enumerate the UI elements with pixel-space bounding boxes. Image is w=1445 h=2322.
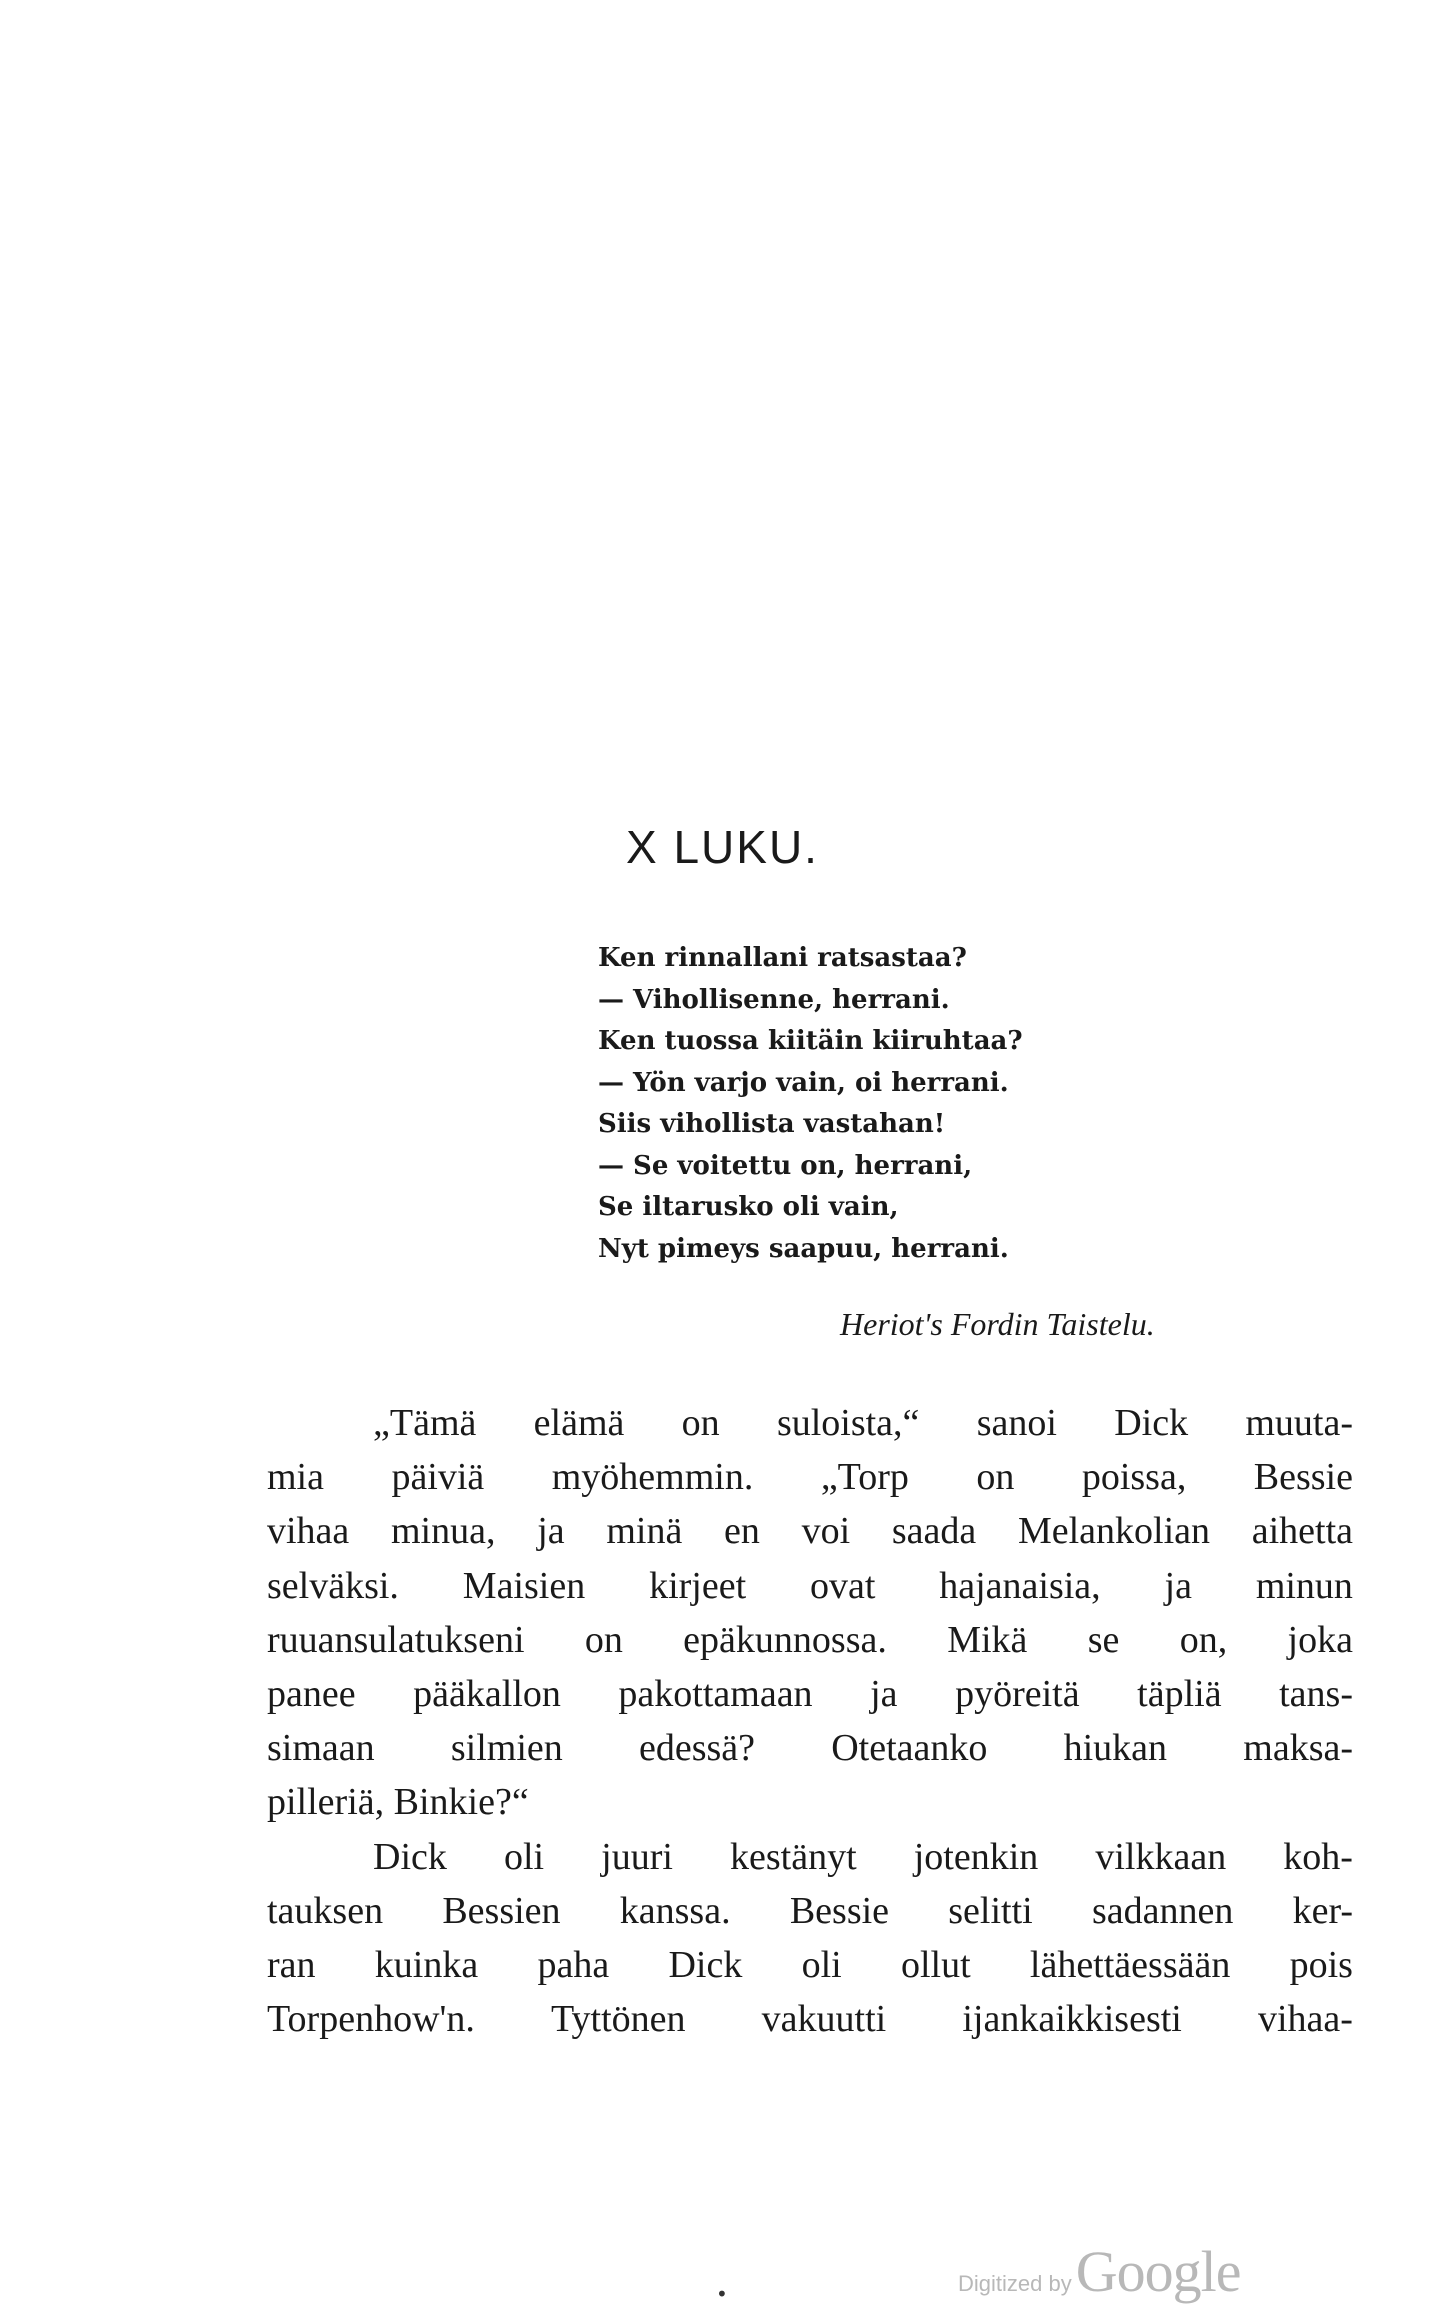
body-word: ran: [267, 1943, 316, 1986]
body-word: Bessie: [1253, 1456, 1353, 1499]
body-word: ja: [1164, 1564, 1192, 1607]
chapter-title: X LUKU.: [626, 821, 819, 873]
body-word: Tyttönen: [551, 1998, 686, 2041]
body-word: silmien: [450, 1727, 563, 1770]
body-line: [267, 1613, 1353, 1667]
epigraph-line: Ken tuossa kiitäin kiiruhtaa?: [598, 1026, 1023, 1056]
body-word: oli: [801, 1943, 842, 1986]
body-line: [267, 1775, 1353, 1829]
body-word: lähettäessään: [1029, 1943, 1231, 1986]
body-word: Melankolian: [1017, 1510, 1211, 1553]
body-word: pakottamaan: [618, 1672, 813, 1715]
body-line: [267, 1884, 1353, 1938]
body-word: kestänyt: [730, 1835, 857, 1878]
body-word: maksa-: [1243, 1727, 1353, 1770]
body-word: on,: [1179, 1618, 1228, 1661]
body-word: on: [681, 1402, 720, 1444]
body-word: ovat: [809, 1564, 876, 1607]
body-line: [267, 1830, 1353, 1884]
google-logo: Google: [1075, 2239, 1241, 2304]
body-line: [267, 1504, 1353, 1558]
body-line: [267, 1721, 1353, 1775]
body-word: jotenkin: [913, 1835, 1039, 1878]
epigraph-line: Ken rinnallani ratsastaa?: [598, 943, 967, 973]
body-word: pyöreitä: [955, 1672, 1080, 1715]
body-word: sanoi: [976, 1402, 1057, 1444]
body-word: mia: [267, 1456, 324, 1499]
body-word: minun: [1255, 1564, 1353, 1607]
body-word: tauksen: [267, 1889, 384, 1932]
body-word: epäkunnossa.: [683, 1618, 887, 1661]
body-word: minä: [606, 1510, 683, 1553]
body-word: tans-: [1279, 1672, 1353, 1715]
body-word: Bessien: [442, 1889, 561, 1932]
body-line: [267, 1450, 1353, 1504]
body-word: ker-: [1292, 1889, 1353, 1932]
body-word: Bessie: [789, 1889, 890, 1932]
body-word: oli: [503, 1835, 545, 1878]
body-line: [267, 1396, 1353, 1450]
epigraph-line: Siis vihollista vastahan!: [598, 1109, 946, 1139]
body-word: suloista,“: [776, 1402, 920, 1444]
body-word: on: [584, 1618, 623, 1661]
body-line: [267, 1992, 1353, 2046]
watermark-digitized-text: Digitized by: [958, 2271, 1072, 2296]
body-word: ijankaikkisesti: [962, 1998, 1182, 2041]
body-word: sadannen: [1091, 1889, 1234, 1932]
body-line: [267, 1938, 1353, 1992]
body-word: ja: [537, 1510, 565, 1553]
body-word: se: [1087, 1618, 1120, 1661]
body-word: pois: [1289, 1943, 1353, 1986]
body-word: vilkkaan: [1095, 1835, 1227, 1878]
epigraph-line: Se iltarusko oli vain,: [598, 1192, 899, 1222]
body-word: koh-: [1283, 1835, 1353, 1878]
body-word: minua,: [391, 1510, 496, 1553]
body-word: myöhemmin.: [551, 1456, 754, 1499]
epigraph-line: — Se voitettu on, herrani,: [598, 1150, 973, 1181]
body-word: hajanaisia,: [939, 1564, 1101, 1607]
body-word: pilleriä,: [267, 1781, 394, 1824]
body-word: kuinka: [374, 1943, 479, 1986]
body-text: [267, 1396, 1353, 2046]
body-word: ja: [870, 1672, 898, 1715]
body-word: aihetta: [1251, 1510, 1353, 1553]
body-word: selväksi.: [267, 1564, 399, 1607]
body-word: simaan: [267, 1727, 375, 1770]
footer-dot: •: [716, 2282, 728, 2306]
body-word: muuta-: [1245, 1402, 1353, 1444]
body-word: saada: [891, 1510, 977, 1553]
body-word: Dick: [1114, 1402, 1189, 1444]
body-line: [267, 1667, 1353, 1721]
body-word: päiviä: [391, 1456, 485, 1499]
body-word: kanssa.: [619, 1889, 731, 1932]
body-word: Binkie?“: [393, 1781, 529, 1824]
body-word: Maisien: [462, 1564, 586, 1607]
body-word: vakuutti: [761, 1998, 887, 2041]
body-word: edessä?: [638, 1727, 756, 1770]
body-word: voi: [801, 1510, 851, 1553]
body-word: juuri: [601, 1835, 673, 1878]
body-word: Otetaanko: [831, 1727, 988, 1770]
body-word: „Tämä: [373, 1402, 477, 1444]
body-word: on: [976, 1456, 1015, 1499]
body-word: täpliä: [1137, 1672, 1222, 1715]
body-line: [267, 1559, 1353, 1613]
digitized-by-google-watermark: [958, 2238, 1240, 2305]
body-word: Dick: [373, 1835, 447, 1878]
epigraph-line: — Vihollisenne, herrani.: [598, 984, 950, 1015]
body-word: selitti: [948, 1889, 1033, 1932]
body-word: hiukan: [1063, 1727, 1168, 1770]
epigraph: [598, 938, 1318, 1270]
body-word: ruuansulatukseni: [267, 1618, 525, 1661]
body-word: Torpenhow'n.: [267, 1998, 475, 2041]
body-word: Dick: [668, 1943, 743, 1986]
body-word: vihaa: [267, 1510, 350, 1553]
body-word: kirjeet: [649, 1564, 747, 1607]
body-word: panee: [267, 1672, 356, 1715]
body-word: ollut: [900, 1943, 971, 1986]
body-word: vihaa-: [1258, 1998, 1353, 2041]
body-word: en: [724, 1510, 760, 1553]
body-word: pääkallon: [413, 1672, 561, 1715]
epigraph-attribution: Heriot's Fordin Taistelu.: [840, 1306, 1155, 1342]
body-word: Mikä: [947, 1618, 1028, 1661]
body-word: „Torp: [820, 1456, 909, 1499]
body-word: paha: [537, 1943, 610, 1986]
body-word: elämä: [533, 1402, 625, 1444]
epigraph-line: — Yön varjo vain, oi herrani.: [598, 1067, 1009, 1098]
body-word: poissa,: [1081, 1456, 1187, 1499]
epigraph-line: Nyt pimeys saapuu, herrani.: [598, 1233, 1009, 1264]
body-word: joka: [1287, 1618, 1353, 1661]
